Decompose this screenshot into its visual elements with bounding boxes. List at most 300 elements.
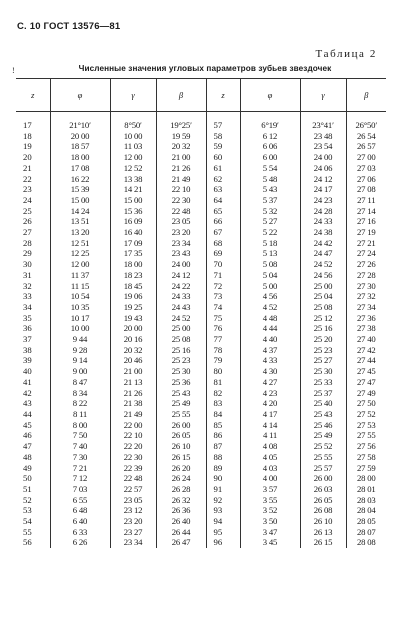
angle-cell: 28 07 <box>346 527 386 538</box>
angle-cell: 27 30 <box>346 281 386 292</box>
angle-cell: 27 03 <box>346 163 386 174</box>
angle-cell: 6 26 <box>50 537 110 548</box>
table-row <box>16 527 386 538</box>
tooth-count-cell: 55 <box>23 526 32 537</box>
angle-cell: 12 52 <box>110 163 156 174</box>
tooth-count-cell: 22 <box>23 173 32 184</box>
angle-cell: 23 34 <box>156 238 206 249</box>
tooth-count-cell: 86 <box>206 430 240 441</box>
angle-cell: 26 05 <box>300 495 346 506</box>
angle-cell: 5 00 <box>240 281 300 292</box>
table-header-row <box>16 79 386 112</box>
angle-cell: 26 05 <box>156 430 206 441</box>
angle-cell: 25 00 <box>156 323 206 334</box>
angle-cell: 11 03 <box>110 141 156 152</box>
tooth-count-cell: 21 <box>23 162 32 173</box>
angle-cell: 23 34 <box>110 537 156 548</box>
angle-cell: 21 00 <box>110 366 156 377</box>
tooth-count-cell: 27 <box>23 227 32 238</box>
angle-cell: 27 52 <box>346 409 386 420</box>
table-body <box>16 112 386 549</box>
angle-cell: 26 36 <box>156 505 206 516</box>
angle-cell: 27 26 <box>346 259 386 270</box>
angle-cell: 4 37 <box>240 345 300 356</box>
angle-cell: 27 11 <box>346 195 386 206</box>
angle-cell: 27 24 <box>346 248 386 259</box>
tooth-count-cell: 17 <box>23 120 32 130</box>
angle-cell: 23 20 <box>110 516 156 527</box>
angle-cell: 23 12 <box>110 505 156 516</box>
tooth-count-cell: 96 <box>206 537 240 548</box>
tooth-count-cell: 62 <box>206 174 240 185</box>
angle-cell: 10 17 <box>50 313 110 324</box>
table-row <box>16 452 386 463</box>
angle-cell: 26 57 <box>346 141 386 152</box>
angle-cell: 7 50 <box>50 430 110 441</box>
angle-cell: 25 16 <box>156 345 206 356</box>
tooth-count-cell: 25 <box>23 205 32 216</box>
angle-cell: 4 48 <box>240 313 300 324</box>
angle-cell: 12 51 <box>50 238 110 249</box>
angle-cell: 24 00 <box>156 259 206 270</box>
angle-cell: 15 00 <box>110 195 156 206</box>
tooth-count-cell: 63 <box>206 184 240 195</box>
angle-cell: 25 57 <box>300 463 346 474</box>
angle-cell: 20 32 <box>156 141 206 152</box>
angle-cell: 28 04 <box>346 505 386 516</box>
angle-cell: 25 55 <box>300 452 346 463</box>
angle-cell: 26 15 <box>156 452 206 463</box>
table-row <box>16 227 386 238</box>
angle-cell: 3 47 <box>240 527 300 538</box>
angle-cell: 27 32 <box>346 291 386 302</box>
angle-cell: 24 38 <box>300 227 346 238</box>
angle-cell: 24 17 <box>300 184 346 195</box>
angle-cell: 5 13 <box>240 248 300 259</box>
angle-cell: 26 00 <box>156 420 206 431</box>
tooth-count-cell: 18 <box>23 130 32 141</box>
angle-cell: 4 11 <box>240 430 300 441</box>
angle-cell: 26 08 <box>300 505 346 516</box>
tooth-count-cell: 49 <box>23 462 32 473</box>
angle-cell: 19 06 <box>110 291 156 302</box>
tooth-count-cell: 52 <box>23 494 32 505</box>
angle-cell: 6 33 <box>50 527 110 538</box>
angle-cell: 28 00 <box>346 473 386 484</box>
table-row <box>16 302 386 313</box>
angle-cell: 20 16 <box>110 334 156 345</box>
angle-cell: 22 48 <box>156 206 206 217</box>
angle-cell: 9 28 <box>50 345 110 356</box>
angle-cell: 8 22 <box>50 398 110 409</box>
table-row <box>16 281 386 292</box>
angle-cell: 25 49 <box>156 398 206 409</box>
tooth-count-cell: 53 <box>23 505 32 516</box>
angle-cell: 27 38 <box>346 323 386 334</box>
angle-cell: 17 09 <box>110 238 156 249</box>
angle-cell: 27 55 <box>346 430 386 441</box>
tooth-count-cell: 94 <box>206 516 240 527</box>
table-row <box>16 345 386 356</box>
table-row <box>16 484 386 495</box>
angle-cell: 27 08 <box>346 184 386 195</box>
angle-cell: 27 49 <box>346 388 386 399</box>
angle-cell: 27 19 <box>346 227 386 238</box>
table-row <box>16 174 386 185</box>
angle-cell: 23°41′ <box>300 112 346 131</box>
table-title: Численные значения угловых параметров зубьев звездочек <box>78 64 332 73</box>
angle-cell: 12 25 <box>50 248 110 259</box>
table-row <box>16 112 386 131</box>
tooth-count-cell: 66 <box>206 216 240 227</box>
table-row <box>16 430 386 441</box>
tooth-count-cell: 23 <box>23 184 32 195</box>
tooth-count-cell: 95 <box>206 527 240 538</box>
angle-cell: 26 15 <box>300 537 346 548</box>
angle-cell: 14 21 <box>110 184 156 195</box>
angle-cell: 5 18 <box>240 238 300 249</box>
angle-cell: 4 30 <box>240 366 300 377</box>
angle-cell: 27 36 <box>346 313 386 324</box>
tooth-count-cell: 43 <box>23 398 32 409</box>
angle-cell: 24 56 <box>300 270 346 281</box>
table-row <box>16 377 386 388</box>
tooth-count-cell: 61 <box>206 163 240 174</box>
angle-cell: 12 00 <box>50 259 110 270</box>
angle-cell: 26 32 <box>156 495 206 506</box>
angle-cell: 22 10 <box>156 184 206 195</box>
angle-cell: 27 28 <box>346 270 386 281</box>
tooth-count-cell: 80 <box>206 366 240 377</box>
angle-cell: 28 01 <box>346 484 386 495</box>
angle-cell: 21 49 <box>156 174 206 185</box>
angle-cell: 25 04 <box>300 291 346 302</box>
angle-cell: 3 45 <box>240 537 300 548</box>
angle-cell: 26 10 <box>300 516 346 527</box>
column-header: γ <box>300 79 346 112</box>
angle-cell: 20 46 <box>110 355 156 366</box>
tooth-count-cell: 31 <box>23 269 32 280</box>
angle-cell: 23 05 <box>110 495 156 506</box>
tooth-count-cell: 30 <box>23 259 32 270</box>
angle-cell: 17 08 <box>50 163 110 174</box>
angle-cell: 25 37 <box>300 388 346 399</box>
angle-cell: 27 50 <box>346 398 386 409</box>
table-row <box>16 409 386 420</box>
table-row <box>16 495 386 506</box>
angle-cell: 20 32 <box>110 345 156 356</box>
tooth-count-cell: 81 <box>206 377 240 388</box>
angle-cell: 26 03 <box>300 484 346 495</box>
tooth-count-cell: 89 <box>206 463 240 474</box>
tooth-count-cell: 77 <box>206 334 240 345</box>
table-row <box>16 398 386 409</box>
angle-cell: 6 06 <box>240 141 300 152</box>
angle-cell: 12 00 <box>110 152 156 163</box>
tooth-count-cell: 71 <box>206 270 240 281</box>
angle-cell: 26°50′ <box>346 112 386 131</box>
angle-cell: 7 30 <box>50 452 110 463</box>
table-row <box>16 152 386 163</box>
angle-cell: 27 53 <box>346 420 386 431</box>
angle-cell: 13 38 <box>110 174 156 185</box>
angle-cell: 11 15 <box>50 281 110 292</box>
tooth-count-cell: 73 <box>206 291 240 302</box>
angle-cell: 21 00 <box>156 152 206 163</box>
angle-cell: 26 00 <box>300 473 346 484</box>
angle-cell: 22 57 <box>110 484 156 495</box>
angle-cell: 24 33 <box>156 291 206 302</box>
angle-cell: 24 42 <box>300 238 346 249</box>
table-row <box>16 441 386 452</box>
angle-cell: 13 20 <box>50 227 110 238</box>
angle-cell: 22 20 <box>110 441 156 452</box>
angle-cell: 25 36 <box>156 377 206 388</box>
angle-cell: 26 47 <box>156 537 206 548</box>
column-header: φ <box>50 79 110 112</box>
tooth-count-cell: 42 <box>23 387 32 398</box>
tooth-count-cell: 38 <box>23 344 32 355</box>
angle-cell: 4 44 <box>240 323 300 334</box>
angle-cell: 25 30 <box>156 366 206 377</box>
tooth-count-cell: 47 <box>23 441 32 452</box>
angle-cell: 10 35 <box>50 302 110 313</box>
table-row <box>16 195 386 206</box>
angle-cell: 4 05 <box>240 452 300 463</box>
tooth-count-cell: 40 <box>23 366 32 377</box>
tooth-count-cell: 36 <box>23 323 32 334</box>
angle-cell: 24 12 <box>300 174 346 185</box>
angle-cell: 9 00 <box>50 366 110 377</box>
angle-cell: 27 56 <box>346 441 386 452</box>
angle-cell: 15 36 <box>110 206 156 217</box>
angle-cell: 7 40 <box>50 441 110 452</box>
tooth-count-cell: 41 <box>23 376 32 387</box>
angle-cell: 10 00 <box>110 131 156 142</box>
tooth-count-cell: 90 <box>206 473 240 484</box>
angle-cell: 27 34 <box>346 302 386 313</box>
angle-cell: 23 48 <box>300 131 346 142</box>
column-header: β <box>156 79 206 112</box>
angle-cell: 26 28 <box>156 484 206 495</box>
table-row <box>16 248 386 259</box>
table-row <box>16 355 386 366</box>
angle-cell: 26 40 <box>156 516 206 527</box>
angle-cell: 21°10′ <box>50 112 110 131</box>
column-header: φ <box>240 79 300 112</box>
angle-cell: 18 00 <box>110 259 156 270</box>
angle-cell: 13 51 <box>50 216 110 227</box>
angle-cell: 4 56 <box>240 291 300 302</box>
angle-cell: 4 20 <box>240 398 300 409</box>
angle-cell: 25 49 <box>300 430 346 441</box>
angle-cell: 27 21 <box>346 238 386 249</box>
angle-cell: 6 48 <box>50 505 110 516</box>
angle-cell: 24 23 <box>300 195 346 206</box>
angle-cell: 26 44 <box>156 527 206 538</box>
tooth-count-cell: 78 <box>206 345 240 356</box>
angle-cell: 8°50′ <box>110 112 156 131</box>
angle-cell: 24 06 <box>300 163 346 174</box>
angle-cell: 5 43 <box>240 184 300 195</box>
angle-cell: 24 22 <box>156 281 206 292</box>
angle-cell: 27 40 <box>346 334 386 345</box>
tooth-count-cell: 57 <box>206 112 240 131</box>
table-row <box>16 206 386 217</box>
angle-cell: 24 00 <box>300 152 346 163</box>
angle-cell: 16 40 <box>110 227 156 238</box>
table-row <box>16 505 386 516</box>
angle-cell: 8 47 <box>50 377 110 388</box>
angle-cell: 27 14 <box>346 206 386 217</box>
angle-cell: 27 45 <box>346 366 386 377</box>
margin-mark: ! <box>12 66 15 75</box>
angle-cell: 22 30 <box>110 452 156 463</box>
angle-cell: 27 42 <box>346 345 386 356</box>
tooth-count-cell: 34 <box>23 301 32 312</box>
table-row <box>16 216 386 227</box>
tooth-count-cell: 82 <box>206 388 240 399</box>
tooth-count-cell: 87 <box>206 441 240 452</box>
angle-cell: 24 33 <box>300 216 346 227</box>
angle-cell: 5 04 <box>240 270 300 281</box>
angle-cell: 25 23 <box>156 355 206 366</box>
angle-cell: 18 57 <box>50 141 110 152</box>
table-row <box>16 537 386 548</box>
angle-cell: 11 37 <box>50 270 110 281</box>
column-header: z <box>16 79 50 112</box>
angle-cell: 4 23 <box>240 388 300 399</box>
angle-cell: 19 43 <box>110 313 156 324</box>
angle-cell: 25 43 <box>300 409 346 420</box>
column-header: β <box>346 79 386 112</box>
tooth-count-cell: 37 <box>23 334 32 345</box>
angle-cell: 27 44 <box>346 355 386 366</box>
angle-cell: 24 12 <box>156 270 206 281</box>
angle-cell: 9 14 <box>50 355 110 366</box>
tooth-count-cell: 67 <box>206 227 240 238</box>
angle-cell: 17 35 <box>110 248 156 259</box>
tooth-count-cell: 75 <box>206 313 240 324</box>
angle-cell: 4 52 <box>240 302 300 313</box>
tooth-count-cell: 83 <box>206 398 240 409</box>
tooth-count-cell: 85 <box>206 420 240 431</box>
tooth-count-cell: 35 <box>23 312 32 323</box>
tooth-count-cell: 79 <box>206 355 240 366</box>
angle-cell: 23 43 <box>156 248 206 259</box>
angle-cell: 15 39 <box>50 184 110 195</box>
column-header: γ <box>110 79 156 112</box>
tooth-count-cell: 24 <box>23 194 32 205</box>
angle-cell: 14 24 <box>50 206 110 217</box>
angle-cell: 5 27 <box>240 216 300 227</box>
angle-cell: 4 33 <box>240 355 300 366</box>
angle-cell: 5 54 <box>240 163 300 174</box>
angle-cell: 25 16 <box>300 323 346 334</box>
angle-cell: 22 00 <box>110 420 156 431</box>
angular-parameters-table <box>16 78 386 548</box>
table-label: Таблица 2 <box>315 48 377 60</box>
angle-cell: 27 59 <box>346 463 386 474</box>
tooth-count-cell: 65 <box>206 206 240 217</box>
tooth-count-cell: 64 <box>206 195 240 206</box>
angle-cell: 25 55 <box>156 409 206 420</box>
tooth-count-cell: 58 <box>206 131 240 142</box>
table-row <box>16 313 386 324</box>
angle-cell: 4 14 <box>240 420 300 431</box>
table-row <box>16 334 386 345</box>
angle-cell: 6°19′ <box>240 112 300 131</box>
table-row <box>16 388 386 399</box>
tooth-count-cell: 76 <box>206 323 240 334</box>
tooth-count-cell: 48 <box>23 451 32 462</box>
table-row <box>16 141 386 152</box>
angle-cell: 25 30 <box>300 366 346 377</box>
table-row <box>16 420 386 431</box>
tooth-count-cell: 20 <box>23 152 32 163</box>
angle-cell: 25 52 <box>300 441 346 452</box>
angle-cell: 7 21 <box>50 463 110 474</box>
table-row <box>16 259 386 270</box>
angle-cell: 5 22 <box>240 227 300 238</box>
angle-cell: 25 08 <box>156 334 206 345</box>
angle-cell: 26 54 <box>346 131 386 142</box>
angle-cell: 3 50 <box>240 516 300 527</box>
angle-cell: 21 26 <box>110 388 156 399</box>
angle-cell: 4 00 <box>240 473 300 484</box>
angle-cell: 6 55 <box>50 495 110 506</box>
angle-cell: 24 28 <box>300 206 346 217</box>
angle-cell: 23 27 <box>110 527 156 538</box>
angle-cell: 8 11 <box>50 409 110 420</box>
angle-cell: 25 20 <box>300 334 346 345</box>
tooth-count-cell: 59 <box>206 141 240 152</box>
angle-cell: 25 00 <box>300 281 346 292</box>
angle-cell: 16 22 <box>50 174 110 185</box>
angle-cell: 27 47 <box>346 377 386 388</box>
tooth-count-cell: 93 <box>206 505 240 516</box>
angle-cell: 27 58 <box>346 452 386 463</box>
angle-cell: 18 45 <box>110 281 156 292</box>
angle-cell: 24 52 <box>300 259 346 270</box>
tooth-count-cell: 19 <box>23 141 32 152</box>
angle-cell: 26 10 <box>156 441 206 452</box>
angle-cell: 22 39 <box>110 463 156 474</box>
angle-cell: 26 24 <box>156 473 206 484</box>
angle-cell: 22 30 <box>156 195 206 206</box>
tooth-count-cell: 92 <box>206 495 240 506</box>
tooth-count-cell: 88 <box>206 452 240 463</box>
angle-cell: 27 16 <box>346 216 386 227</box>
angle-cell: 22 48 <box>110 473 156 484</box>
angle-cell: 7 03 <box>50 484 110 495</box>
angle-cell: 10 54 <box>50 291 110 302</box>
tooth-count-cell: 54 <box>23 516 32 527</box>
angle-cell: 23 54 <box>300 141 346 152</box>
tooth-count-cell: 91 <box>206 484 240 495</box>
table-row <box>16 163 386 174</box>
angle-cell: 5 48 <box>240 174 300 185</box>
angle-cell: 3 57 <box>240 484 300 495</box>
angle-cell: 6 00 <box>240 152 300 163</box>
tooth-count-cell: 68 <box>206 238 240 249</box>
angle-cell: 4 17 <box>240 409 300 420</box>
angle-cell: 22 10 <box>110 430 156 441</box>
tooth-count-cell: 44 <box>23 408 32 419</box>
angle-cell: 24 52 <box>156 313 206 324</box>
tooth-count-cell: 46 <box>23 430 32 441</box>
table-row <box>16 323 386 334</box>
